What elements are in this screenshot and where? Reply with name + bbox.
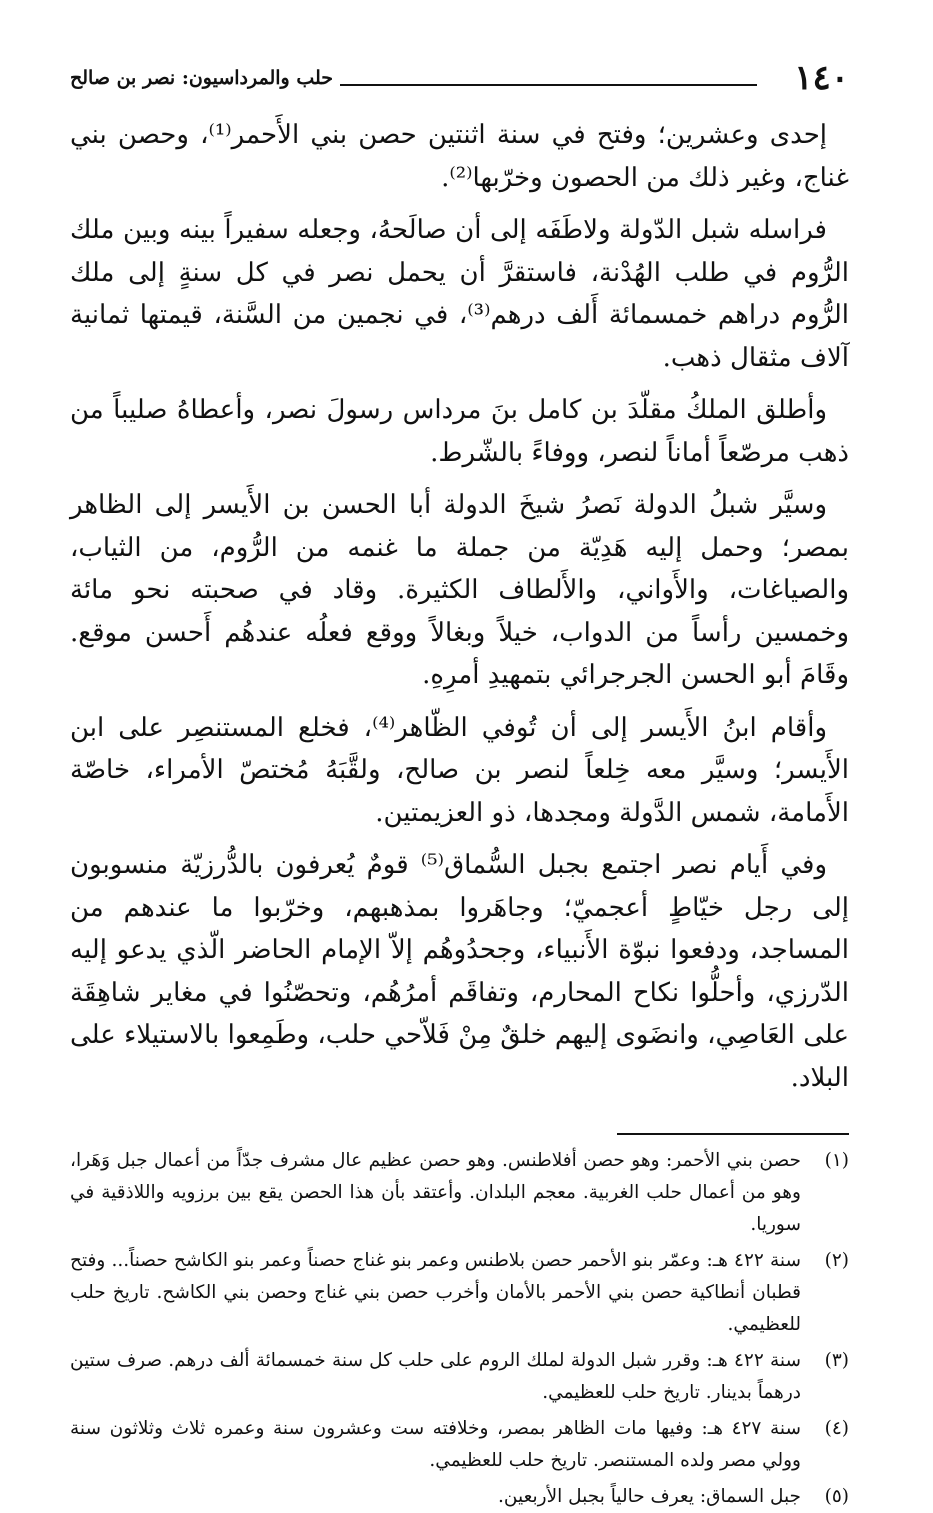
- footnote: [70, 1245, 849, 1341]
- paragraph: وسيَّر شبلُ الدولة نَصرُ شيخَ الدولة أبا الحسن بن الأَيسر إلى الظاهر بمصر؛ وحمل إليه هَدِيّة من جملة ما غنمه من الرُّوم، من الثياب، والصياغات، والأَواني، والأَلطاف الكثيرة. وقاد في صحبته نحو مائة وخمسين رأساً من الدواب، خيلاً وبغالاً ووقع فعلُه عندهُم أَحسن موقع. وقَامَ أبو الحسن الجرجرائي بتمهيدِ أمرِهِ.: [70, 490, 849, 690]
- footnote-number: (٣): [824, 1350, 849, 1371]
- footnote-number: (٤): [824, 1418, 849, 1439]
- footnote-text: سنة ٤٢٧ هـ: وفيها مات الظاهر بمصر، وخلافته ست وعشرون سنة وعمره ثلاث وثلاثون سنة وولي مصر ولده المستنصر. تاريخ حلب للعظيمي.: [70, 1418, 801, 1471]
- header-rule: [340, 84, 757, 86]
- paragraph: وأطلق الملكُ مقلّدَ بن كامل بنَ مرداس رسولَ نصر، وأعطاهُ صليباً من ذهب مرصّعاً أماناً لنصر، ووفاءً بالشّرط.: [70, 395, 849, 468]
- footnote-text: سنة ٤٢٢ هـ: وقرر شبل الدولة لملك الروم على حلب كل سنة خمسمائة ألف درهم. صرف ستين درهماً بدينار. تاريخ حلب للعظيمي.: [70, 1350, 801, 1403]
- footnote-number: (٢): [824, 1250, 849, 1271]
- footnote: [70, 1345, 849, 1409]
- footnote-text: حصن بني الأحمر: وهو حصن أفلاطنس. وهو حصن عظيم عال مشرف جدّاً من أعمال جبل وَهَرا، وهو من أعمال حلب الغربية. معجم البلدان. وأعتقد بأن هذا الحصن يقع بين برزويه واللاذقية في سوريا.: [70, 1150, 801, 1235]
- footnotes: [70, 1145, 849, 1513]
- running-title: حلب والمرداسيون: نصر بن صالح: [70, 67, 334, 89]
- page-header: [70, 58, 849, 98]
- footnote-number: (١): [824, 1150, 849, 1171]
- page-number: ١٤٠: [794, 58, 849, 98]
- footnote: [70, 1145, 849, 1241]
- paragraph: فراسله شبل الدّولة ولاطَفَه إلى أن صالَحهُ، وجعله سفيراً بينه وبين ملك الرُّوم في طلب الهُدْنة، فاستقرَّ أن يحمل نصر في كل سنةٍ إلى ملك الرُّوم دراهم خمسمائة أَلف درهم⁽³⁾، في نجمين من السَّنة، قيمتها ثمانية آلاف مثقال ذهب.: [70, 215, 849, 373]
- footnote-number: (٥): [824, 1486, 849, 1507]
- footnote-separator: [617, 1133, 849, 1135]
- main-text: [70, 114, 849, 1099]
- footnote-text: سنة ٤٢٢ هـ: وعمّر بنو الأحمر حصن بلاطنس وعمر بنو غناج حصناً وعمر بنو الكاشح حصناً... وفتح قطبان أنطاكية حصن بني الأحمر بالأمان وأخرب حصن بني غناج وحصن بني الكاشح. تاريخ حلب للعظيمي.: [70, 1250, 801, 1335]
- paragraph: إحدى وعشرين؛ وفتح في سنة اثنتين حصن بني الأَحمر⁽¹⁾، وحصن بني غناج، وغير ذلك من الحصون وخرّبها⁽²⁾.: [70, 120, 849, 193]
- footnote: [70, 1481, 849, 1513]
- paragraph: وفي أَيام نصر اجتمع بجبل السُّماق⁽⁵⁾ قومٌ يُعرفون بالدُّرزيّة منسوبون إلى رجل خيّاطٍ أعجميّ؛ وجاهَروا بمذهبهم، وخرّبوا ما عندهم من المساجد، ودفعوا نبوّة الأَنبياء، وجحدُوهُم إلاّ الإمام الحاضر الّذي يدعو إليه الدّرزي، وأحلُّوا نكاح المحارم، وتفاقَم أمرُهُم، وتحصّنُوا في مغاير شاهِقَة على العَاصِي، وانضَوى إليهم خلقٌ مِنْ فَلاّحي حلب، وطَمِعوا بالاستيلاء على البلاد.: [70, 850, 849, 1093]
- footnote-text: جبل السماق: يعرف حالياً بجبل الأربعين.: [498, 1486, 801, 1507]
- paragraph: وأقام ابنُ الأَيسر إلى أن تُوفي الظّاهر⁽⁴⁾، فخلع المستنصِر على ابن الأَيسر؛ وسيَّر معه خِلعاً لنصر بن صالح، ولقَّبَهُ مُختصّ الأمراء، خاصّة الأَمامة، شمس الدَّولة ومجدها، ذو العزيمتين.: [70, 712, 849, 828]
- footnote: [70, 1413, 849, 1477]
